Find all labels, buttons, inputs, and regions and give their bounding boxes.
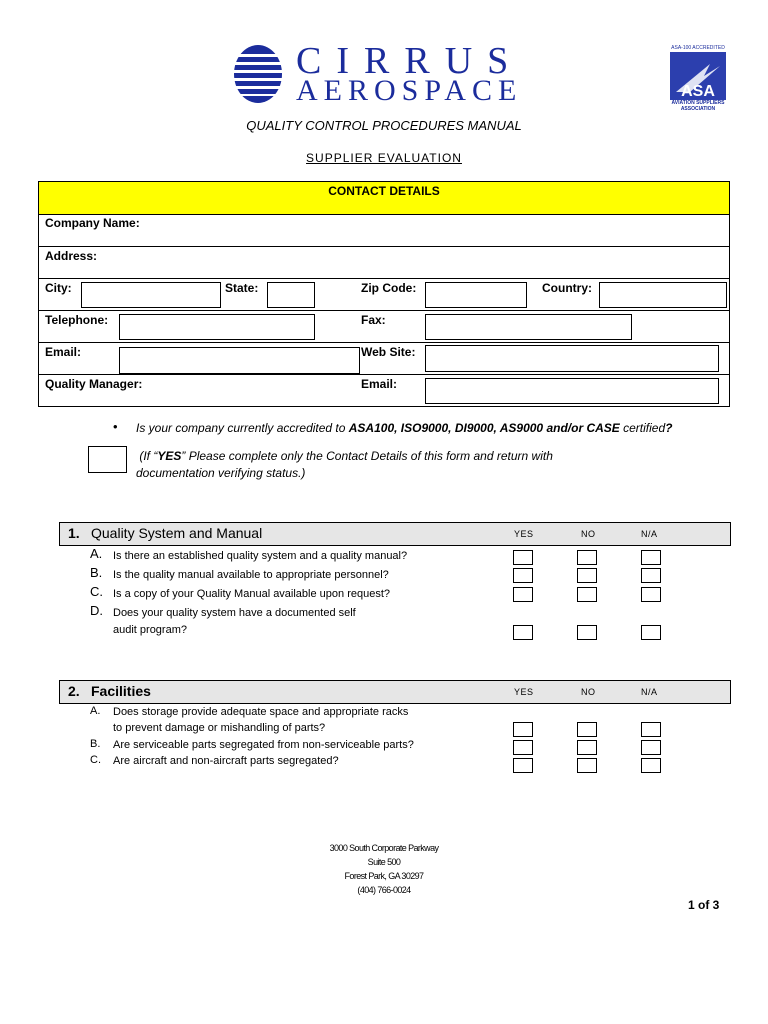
telephone-label: Telephone: <box>45 313 109 327</box>
column-yes: YES <box>514 687 534 697</box>
form-title: SUPPLIER EVALUATION <box>306 151 462 165</box>
asa-logo-icon <box>670 52 726 100</box>
company-address <box>0 841 768 897</box>
phone-number: (404) 766-0024 <box>357 885 411 895</box>
section-1-number: 1. <box>68 525 80 541</box>
s2-c-na-checkbox[interactable] <box>641 758 661 773</box>
country-input[interactable] <box>599 282 727 308</box>
city-input[interactable] <box>81 282 221 308</box>
logo-wordmark-cirrus: CIRRUS <box>296 40 524 82</box>
s1-d-yes-checkbox[interactable] <box>513 625 533 640</box>
question-letter: A. <box>90 546 103 561</box>
s1-a-na-checkbox[interactable] <box>641 550 661 565</box>
question-text: Is a copy of your Quality Manual available upon request? <box>113 588 390 600</box>
s1-c-no-checkbox[interactable] <box>577 587 597 602</box>
s1-b-yes-checkbox[interactable] <box>513 568 533 583</box>
badge-mark-text: ASA <box>681 83 715 100</box>
accredited-yes-checkbox[interactable] <box>88 446 127 473</box>
s2-a-no-checkbox[interactable] <box>577 722 597 737</box>
s1-b-na-checkbox[interactable] <box>641 568 661 583</box>
s1-a-yes-checkbox[interactable] <box>513 550 533 565</box>
address-line: Forest Park, GA 30297 <box>344 871 424 881</box>
question-letter: A. <box>90 705 101 717</box>
section-2-header <box>59 680 731 704</box>
state-input[interactable] <box>267 282 315 308</box>
s1-c-yes-checkbox[interactable] <box>513 587 533 602</box>
accreditation-note: (If “YES” Please complete only the Contact Details of this form and return with documentation verifying status.) <box>136 449 553 480</box>
quality-manager-email-input[interactable] <box>425 378 719 404</box>
cirrus-globe-logo-icon <box>233 44 283 104</box>
section-1-title: Quality System and Manual <box>91 525 263 541</box>
bullet-icon: • <box>113 419 118 434</box>
s2-b-no-checkbox[interactable] <box>577 740 597 755</box>
question-letter: C. <box>90 754 101 766</box>
column-yes: YES <box>514 529 534 539</box>
badge-bottom-text: AVIATION SUPPLIERS ASSOCIATION <box>671 100 725 112</box>
s1-a-no-checkbox[interactable] <box>577 550 597 565</box>
column-no: NO <box>581 687 596 697</box>
s2-c-yes-checkbox[interactable] <box>513 758 533 773</box>
question-letter: C. <box>90 584 103 599</box>
s1-d-no-checkbox[interactable] <box>577 625 597 640</box>
section-2-title: Facilities <box>91 683 151 699</box>
s1-c-na-checkbox[interactable] <box>641 587 661 602</box>
question-text: Are aircraft and non-aircraft parts segregated? <box>113 755 339 767</box>
s2-a-yes-checkbox[interactable] <box>513 722 533 737</box>
question-text: Is the quality manual available to appropriate personnel? <box>113 569 389 581</box>
state-label: State: <box>225 281 259 295</box>
asa-accreditation-badge <box>668 45 728 120</box>
contact-details-table <box>38 181 730 407</box>
s1-b-no-checkbox[interactable] <box>577 568 597 583</box>
s1-d-na-checkbox[interactable] <box>641 625 661 640</box>
city-label: City: <box>45 281 72 295</box>
quality-manager-email-label: Email: <box>361 377 398 391</box>
question-letter: B. <box>90 565 103 580</box>
s2-a-na-checkbox[interactable] <box>641 722 661 737</box>
question-letter: D. <box>90 603 103 618</box>
question-text: Does storage provide adequate space and appropriate racks <box>113 706 409 718</box>
address-line: 3000 South Corporate Parkway <box>329 843 439 853</box>
email-input[interactable] <box>119 347 360 374</box>
address-line: Suite 500 <box>367 857 401 867</box>
section-2-number: 2. <box>68 683 80 699</box>
column-no: NO <box>581 529 596 539</box>
question-text-continued: audit program? <box>113 624 187 636</box>
contact-details-heading: CONTACT DETAILS <box>39 182 729 215</box>
s2-c-no-checkbox[interactable] <box>577 758 597 773</box>
question-text: Is there an established quality system and a quality manual? <box>113 550 408 562</box>
badge-top-text: ASA-100 ACCREDITED <box>671 45 725 51</box>
fax-input[interactable] <box>425 314 632 340</box>
zip-code-label: Zip Code: <box>361 281 417 295</box>
fax-label: Fax: <box>361 313 386 327</box>
question-text: Are serviceable parts segregated from non-serviceable parts? <box>113 739 414 751</box>
manual-title: QUALITY CONTROL PROCEDURES MANUAL <box>246 118 522 133</box>
column-na: N/A <box>641 529 658 539</box>
question-text-continued: to prevent damage or mishandling of parts? <box>113 722 326 734</box>
section-1-header <box>59 522 731 546</box>
telephone-input[interactable] <box>119 314 315 340</box>
question-text: Does your quality system have a documented self <box>113 607 356 619</box>
accreditation-question: Is your company currently accredited to ASA100, ISO9000, DI9000, AS9000 and/or CASE certified? <box>136 421 673 435</box>
email-label: Email: <box>45 345 82 359</box>
quality-manager-label: Quality Manager: <box>45 377 143 391</box>
address-label: Address: <box>45 249 98 263</box>
logo-wordmark-aerospace: AEROSPACE <box>296 74 523 107</box>
website-label: Web Site: <box>361 345 416 359</box>
question-letter: B. <box>90 738 101 750</box>
country-label: Country: <box>542 281 592 295</box>
column-na: N/A <box>641 687 658 697</box>
s2-b-yes-checkbox[interactable] <box>513 740 533 755</box>
company-name-label: Company Name: <box>45 216 140 230</box>
page-number: 1 of 3 <box>688 898 720 912</box>
s2-b-na-checkbox[interactable] <box>641 740 661 755</box>
zip-code-input[interactable] <box>425 282 527 308</box>
website-input[interactable] <box>425 345 719 372</box>
